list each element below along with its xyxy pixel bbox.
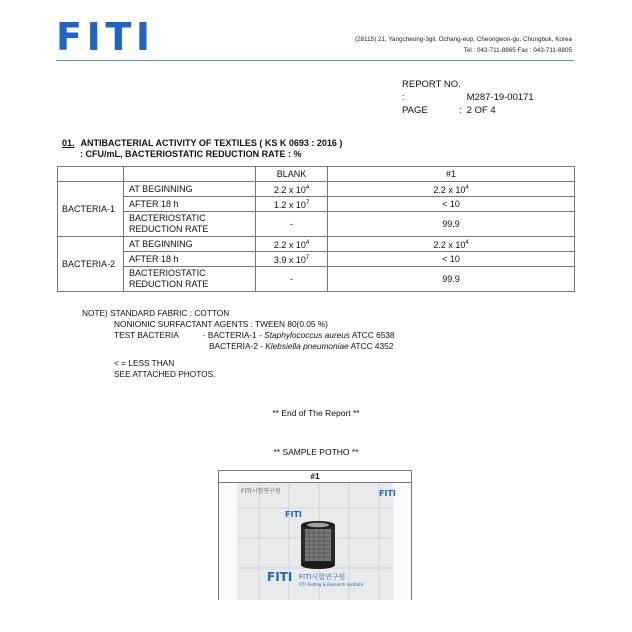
- tel-fax-line: Tel : 043-711-8865 Fax : 043-711-8805: [463, 47, 572, 54]
- svg-text:FITI Testing & Research Instit: FITI Testing & Research Institute: [299, 582, 364, 587]
- note-less-than: < = LESS THAN: [114, 358, 175, 368]
- results-table: [57, 166, 575, 292]
- note-test-bacteria: TEST BACTERIA - BACTERIA-1 - Staphylococcus aureus ATCC 6538: [114, 330, 395, 340]
- col-header-blank: BLANK: [256, 167, 328, 182]
- page-value: 2 OF 4: [466, 105, 496, 116]
- col-header-sample: #1: [328, 167, 575, 182]
- svg-text:FITI: FITI: [267, 570, 293, 584]
- sample-photo-frame: [218, 470, 412, 600]
- header-divider: [56, 60, 574, 61]
- row-label: BACTERIOSTATIC REDUCTION RATE: [124, 267, 256, 292]
- row-label: BACTERIOSTATIC REDUCTION RATE: [124, 212, 256, 237]
- sample-photo: [219, 483, 411, 600]
- table-cell: 2.2 x $10^4$: [256, 237, 328, 252]
- table-row: [58, 237, 575, 252]
- table-row: [58, 252, 575, 267]
- page-label: PAGE :: [402, 105, 462, 116]
- table-row: [58, 212, 575, 237]
- company-address: [355, 34, 572, 56]
- table-cell: 99.9: [328, 212, 575, 237]
- note-see-photos: SEE ATTACHED PHOTOS.: [114, 369, 216, 379]
- fiti-logo: [56, 14, 152, 58]
- table-cell: < 10: [328, 252, 575, 267]
- table-cell: 3.9 x $10^7$: [256, 252, 328, 267]
- note-label: NOTE): [82, 308, 108, 318]
- sample-photo-title: ** SAMPLE POTHO **: [273, 447, 359, 457]
- table-cell: 2.2 x $10^4$: [256, 182, 328, 197]
- table-cell: -: [256, 212, 328, 237]
- note-fabric: STANDARD FABRIC : COTTON: [110, 308, 230, 318]
- filter-sample-icon: [301, 521, 335, 569]
- photo-header: #1: [219, 471, 411, 483]
- svg-text:FITI: FITI: [379, 489, 396, 498]
- table-header-row: [58, 167, 575, 182]
- table-cell: < 10: [328, 197, 575, 212]
- bacteria-label: BACTERIA-1: [58, 182, 124, 237]
- table-cell: 1.2 x $10^7$: [256, 197, 328, 212]
- note-surfactant: NONIONIC SURFACTANT AGENTS : TWEEN 80(0.05 %): [114, 319, 328, 329]
- section-title: ANTIBACTERIAL ACTIVITY OF TEXTILES ( KS K 0693 : 2016 ): [80, 138, 343, 148]
- notes-block: [82, 308, 395, 380]
- table-cell: 99.9: [328, 267, 575, 292]
- table-cell: 2.2 x $10^4$: [328, 237, 575, 252]
- svg-text:FITI: FITI: [285, 510, 302, 519]
- row-label: AT BEGINNING: [124, 182, 256, 197]
- note-bacteria-2: BACTERIA-2 - Klebsiella pneumoniae ATCC 4352: [209, 341, 394, 351]
- report-info: [402, 78, 534, 117]
- address-line: (28115) 21, Yangcheong-3gil, Ochang-eup, Cheongwon-gu, Chungbuk, Korea: [354, 36, 572, 43]
- report-no-label: REPORT NO. :: [402, 79, 461, 103]
- table-row: [58, 182, 575, 197]
- bacteria-label: BACTERIA-2: [58, 237, 124, 292]
- logo-wordmark: FITI: [56, 15, 150, 58]
- table-cell: 2.2 x $10^4$: [328, 182, 575, 197]
- table-row: [58, 197, 575, 212]
- end-of-report: ** End of The Report **: [272, 408, 360, 418]
- section-units: : CFU/mL, BACTERIOSTATIC REDUCTION RATE : %: [80, 149, 302, 159]
- section-heading: [62, 138, 342, 160]
- table-row: [58, 267, 575, 292]
- section-number: 01.: [62, 138, 75, 148]
- row-label: AT BEGINNING: [124, 237, 256, 252]
- row-label: AFTER 18 h: [124, 197, 256, 212]
- table-cell: -: [256, 267, 328, 292]
- row-label: AFTER 18 h: [124, 252, 256, 267]
- svg-text:FITI시험연구원: FITI시험연구원: [241, 488, 281, 495]
- svg-text:FITI시험연구원: FITI시험연구원: [299, 573, 346, 581]
- report-no: M287-19-00171: [466, 92, 534, 103]
